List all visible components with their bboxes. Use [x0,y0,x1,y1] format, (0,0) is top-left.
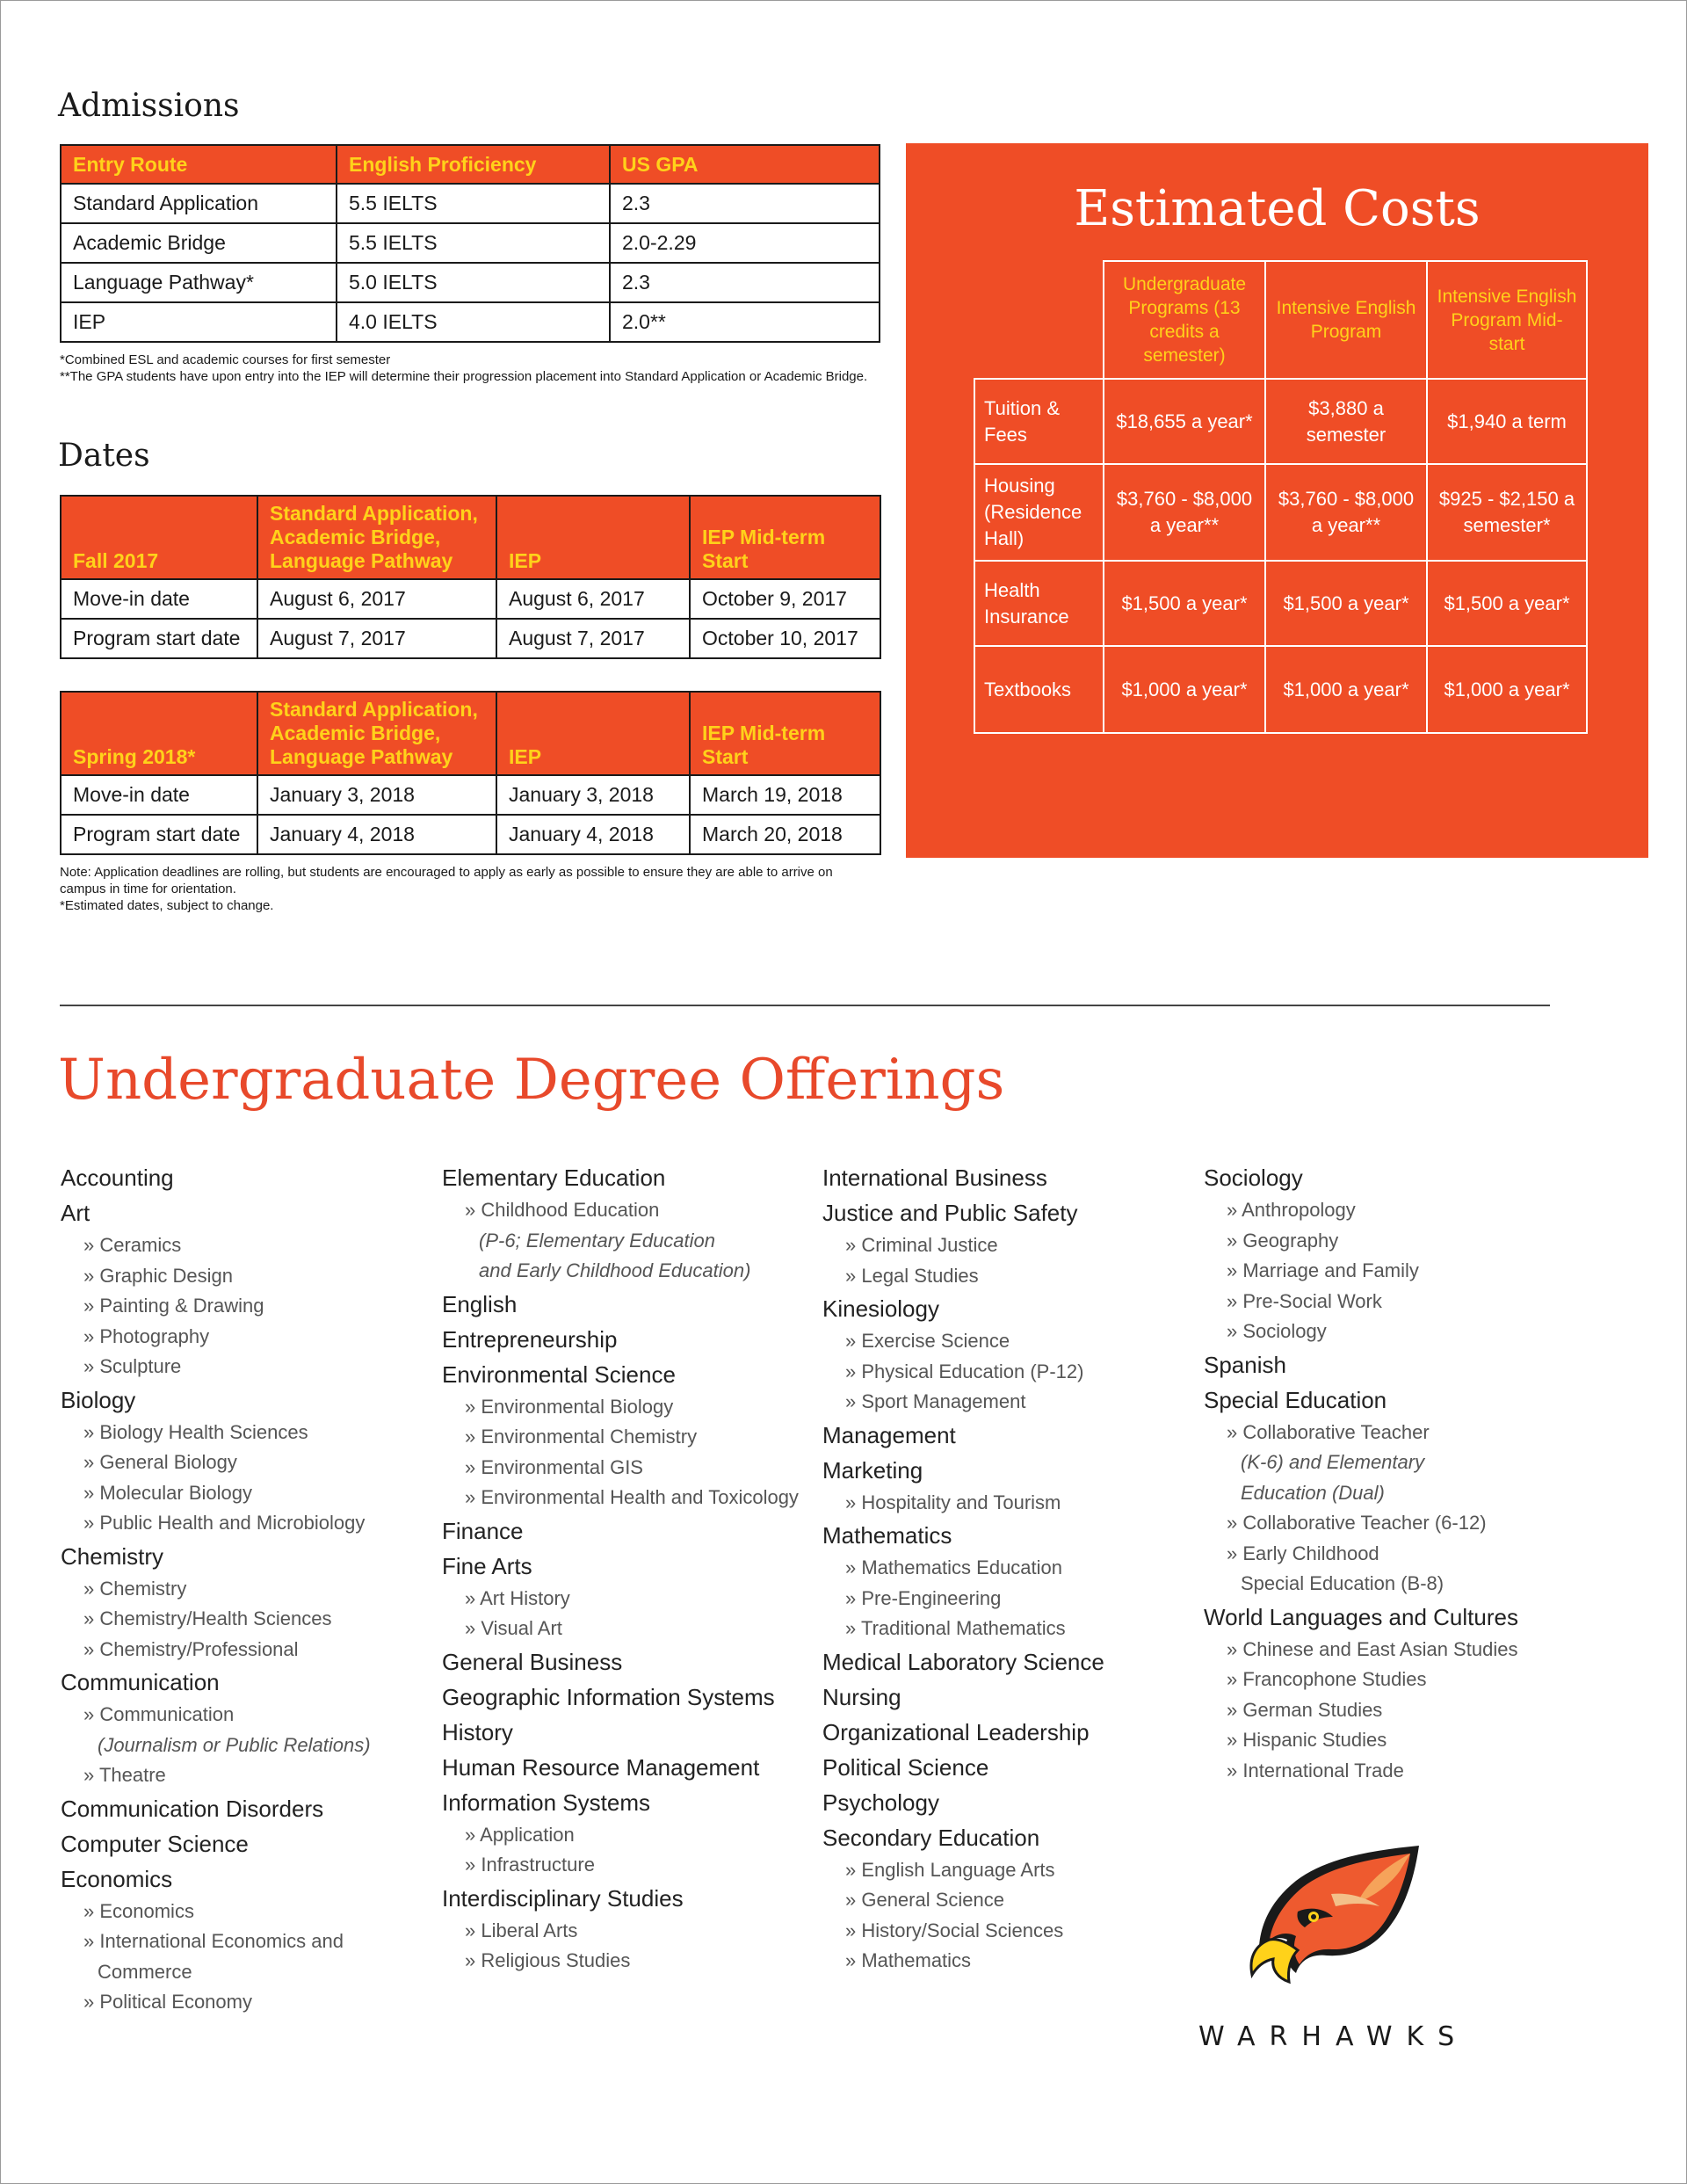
costs-table [974,260,1588,734]
table-cell: Move-in date [61,579,257,619]
table-header: Entry Route [61,145,337,184]
admissions-heading: Admissions [58,88,240,124]
degree-concentration: » Exercise Science [845,1330,1010,1352]
degree-major: Justice and Public Safety [822,1200,1078,1226]
degree-major: Chemistry [61,1542,164,1570]
degree-major: Special Education [1204,1386,1387,1413]
degree-concentration: » Theatre [83,1764,166,1786]
degree-concentration: » Liberal Arts [465,1919,578,1941]
table-cell: October 9, 2017 [690,579,880,619]
degree-concentration: » Anthropology [1227,1199,1356,1221]
degree-major: Medical Laboratory Science [822,1648,1104,1675]
degree-major: Finance [442,1517,524,1544]
degree-major: Management [822,1421,956,1448]
degree-major: Psychology [822,1789,939,1816]
table-cell: $1,500 a year* [1265,561,1427,646]
table-row [61,302,880,342]
empty-cell [974,261,1104,379]
degree-concentration: » Chinese and East Asian Studies [1227,1637,1518,1660]
offerings-column-3 [822,1160,1104,1977]
degree-concentration: » Mathematics Education [845,1556,1063,1578]
degree-major: Environmental Science [442,1360,676,1388]
table-cell: 2.3 [610,263,880,302]
table-cell: March 19, 2018 [690,775,880,815]
degree-concentration: » International Trade [1227,1759,1404,1781]
offerings-column-1 [61,1160,371,2018]
table-cell: 2.0-2.29 [610,223,880,263]
table-cell: Program start date [61,815,257,854]
table-cell: Program start date [61,619,257,658]
degree-concentration-detail: Commerce [98,1960,192,1983]
degree-major: Elementary Education [442,1165,666,1191]
footnote: *Estimated dates, subject to change. [60,898,274,913]
degree-major: Secondary Education [822,1824,1040,1851]
row-label: Tuition & Fees [974,379,1104,464]
table-cell: $18,655 a year* [1104,379,1265,464]
table-row [61,815,880,854]
table-header: Intensive English Program Mid-start [1427,261,1587,379]
degree-major: Entrepreneurship [442,1325,618,1353]
degree-concentration: » Hispanic Studies [1227,1729,1387,1751]
degree-concentration: » Mathematics [845,1949,972,1971]
section-divider [60,1005,1550,1006]
admissions-notes [60,352,903,385]
table-row [61,184,880,223]
table-header: IEP [496,496,690,579]
table-row [61,263,880,302]
table-header: IEP [496,692,690,775]
table-cell: 4.0 IELTS [337,302,610,342]
degree-concentration: » Sport Management [845,1390,1026,1412]
degree-major: General Business [442,1648,623,1675]
degree-major: Nursing [822,1683,901,1710]
admissions-table [60,144,880,343]
table-cell: Standard Application [61,184,337,223]
degree-major: Economics [61,1865,173,1892]
degree-concentration: » Collaborative Teacher (6-12) [1227,1512,1487,1534]
degree-concentration-detail: Special Education (B-8) [1241,1572,1444,1594]
table-cell: October 10, 2017 [690,619,880,658]
table-cell: Academic Bridge [61,223,337,263]
offerings-column-2 [442,1160,799,1977]
degree-concentration: » Francophone Studies [1227,1668,1427,1690]
degree-concentration: » Environmental Biology [465,1395,674,1418]
degree-concentration-detail: (Journalism or Public Relations) [98,1733,371,1756]
table-row [61,619,880,658]
degree-concentration: » Traditional Mathematics [845,1617,1066,1639]
footnote: **The GPA students have upon entry into the IEP will determine their progression placement into Standard Application or Academic Bridge. [60,369,868,384]
table-cell: $3,760 - $8,000 a year** [1104,464,1265,561]
warhawk-logo-icon [1243,1841,1428,1991]
degree-concentration: » German Studies [1227,1698,1383,1721]
degree-concentration: » Environmental Health and Toxicology [465,1486,799,1508]
degree-concentration: » Infrastructure [465,1854,595,1876]
table-header: IEP Mid-term Start [690,692,880,775]
table-cell: $1,000 a year* [1104,646,1265,733]
table-row [974,646,1587,733]
degree-concentration: » Early Childhood [1227,1542,1379,1564]
estimated-costs-heading: Estimated Costs [1074,180,1481,237]
table-cell: March 20, 2018 [690,815,880,854]
table-cell: 5.0 IELTS [337,263,610,302]
table-row [61,579,880,619]
degree-concentration: » Photography [83,1324,210,1347]
degree-major: Communication Disorders [61,1795,324,1822]
degree-major: Interdisciplinary Studies [442,1884,684,1912]
table-header: English Proficiency [337,145,610,184]
table-cell: $3,760 - $8,000 a year** [1265,464,1427,561]
table-cell: January 3, 2018 [496,775,690,815]
degree-concentration: » Graphic Design [83,1264,233,1287]
dates-heading: Dates [58,438,150,474]
degree-major: Geographic Information Systems [442,1683,775,1710]
table-header: US GPA [610,145,880,184]
degree-major: Organizational Leadership [822,1718,1090,1745]
row-label: Health Insurance [974,561,1104,646]
table-cell: 5.5 IELTS [337,184,610,223]
degree-concentration: » Criminal Justice [845,1234,998,1256]
degree-concentration: » Religious Studies [465,1949,631,1971]
degree-major: Communication [61,1669,220,1695]
table-row [61,223,880,263]
degree-concentration: » Art History [465,1586,570,1609]
table-cell: January 4, 2018 [257,815,496,854]
degree-concentration: » General Biology [83,1451,237,1473]
table-cell: Move-in date [61,775,257,815]
degree-concentration: » Geography [1227,1229,1339,1252]
fall-dates-table [60,495,881,659]
table-cell: $1,000 a year* [1265,646,1427,733]
degree-concentration: » Ceramics [83,1234,182,1256]
degree-concentration: » Painting & Drawing [83,1295,264,1317]
row-label: Housing (Residence Hall) [974,464,1104,561]
degree-major: Biology [61,1386,136,1413]
table-cell: IEP [61,302,337,342]
degree-concentration-detail: (P-6; Elementary Education [479,1229,716,1252]
footnote: Note: Application deadlines are rolling, but students are encouraged to apply as early as possible to ensure they are able to arrive on campus in time for orientation. [60,865,833,896]
degree-concentration: » Physical Education (P-12) [845,1360,1084,1382]
table-cell: August 7, 2017 [257,619,496,658]
degree-major: Fine Arts [442,1552,532,1579]
degree-major: Marketing [822,1456,923,1484]
degree-major: Political Science [822,1753,989,1781]
degree-concentration: » Environmental GIS [465,1455,643,1478]
degree-concentration: » Environmental Chemistry [465,1426,698,1448]
table-header: IEP Mid-term Start [690,496,880,579]
table-cell: 2.3 [610,184,880,223]
estimated-costs-panel [906,143,1648,858]
degree-concentration: » Chemistry/Health Sciences [83,1607,332,1629]
table-cell: $1,940 a term [1427,379,1587,464]
degree-concentration: » Chemistry/Professional [83,1637,299,1660]
degree-concentration-detail: (K-6) and Elementary [1241,1451,1425,1473]
table-cell: January 4, 2018 [496,815,690,854]
degree-concentration: » Public Health and Microbiology [83,1512,366,1534]
degree-major: World Languages and Cultures [1204,1603,1518,1630]
degree-concentration: » English Language Arts [845,1858,1055,1881]
degree-major: Spanish [1204,1351,1286,1378]
table-cell: $1,000 a year* [1427,646,1587,733]
degree-concentration: » Hospitality and Tourism [845,1491,1061,1513]
dates-notes [60,864,881,914]
degree-concentration: » Legal Studies [845,1264,979,1287]
table-cell: $3,880 a semester [1265,379,1427,464]
table-header: Intensive English Program [1265,261,1427,379]
degree-concentration: » Marriage and Family [1227,1259,1419,1281]
degree-concentration-detail: Education (Dual) [1241,1481,1385,1504]
table-cell: $1,500 a year* [1427,561,1587,646]
offerings-column-4 [1204,1160,1518,1786]
degree-major: English [442,1290,518,1317]
degree-concentration: » Collaborative Teacher [1227,1420,1430,1443]
degree-concentration: » General Science [845,1889,1004,1911]
table-row [974,561,1587,646]
degree-concentration: » Application [465,1823,575,1846]
degree-major: Mathematics [822,1522,952,1549]
degree-concentration: » Sculpture [83,1355,182,1377]
table-cell: $925 - $2,150 a semester* [1427,464,1587,561]
table-cell: August 7, 2017 [496,619,690,658]
table-header: Spring 2018* [61,692,257,775]
degree-major: Sociology [1204,1165,1303,1191]
degree-major: Art [61,1200,91,1226]
degree-concentration: » Political Economy [83,1991,252,2013]
degree-major: Kinesiology [822,1295,939,1322]
table-header: Undergraduate Programs (13 credits a semester) [1104,261,1265,379]
degree-concentration: » Economics [83,1899,194,1922]
table-row [61,775,880,815]
degree-major: Information Systems [442,1789,650,1816]
table-cell: August 6, 2017 [257,579,496,619]
degree-concentration: » Communication [83,1703,235,1725]
row-label: Textbooks [974,646,1104,733]
offerings-heading: Undergraduate Degree Offerings [58,1048,1005,1113]
footnote: *Combined ESL and academic courses for first semester [60,352,391,367]
degree-concentration: » Pre-Engineering [845,1586,1002,1609]
degree-concentration-detail: and Early Childhood Education) [479,1259,751,1281]
table-row [974,464,1587,561]
table-cell: 2.0** [610,302,880,342]
table-cell: 5.5 IELTS [337,223,610,263]
degree-concentration: » Visual Art [465,1617,562,1639]
degree-concentration: » Biology Health Sciences [83,1420,308,1443]
degree-major: International Business [822,1165,1047,1191]
table-header: Standard Application, Academic Bridge, Language Pathway [257,692,496,775]
table-cell: Language Pathway* [61,263,337,302]
brand-wordmark: WARHAWKS [1198,2021,1469,2052]
degree-major: Human Resource Management [442,1753,760,1781]
degree-concentration: » Sociology [1227,1320,1327,1342]
degree-major: History [442,1718,513,1745]
table-header: Standard Application, Academic Bridge, Language Pathway [257,496,496,579]
table-row [974,379,1587,464]
table-cell: January 3, 2018 [257,775,496,815]
degree-concentration: » International Economics and [83,1930,344,1952]
degree-concentration: » History/Social Sciences [845,1919,1064,1941]
degree-concentration: » Molecular Biology [83,1481,252,1504]
degree-concentration: » Childhood Education [465,1199,660,1221]
table-cell: $1,500 a year* [1104,561,1265,646]
degree-major: Accounting [61,1165,174,1191]
degree-concentration: » Pre-Social Work [1227,1289,1382,1312]
table-header: Fall 2017 [61,496,257,579]
degree-major: Computer Science [61,1830,249,1857]
spring-dates-table [60,691,881,855]
degree-concentration: » Chemistry [83,1577,187,1600]
table-cell: August 6, 2017 [496,579,690,619]
